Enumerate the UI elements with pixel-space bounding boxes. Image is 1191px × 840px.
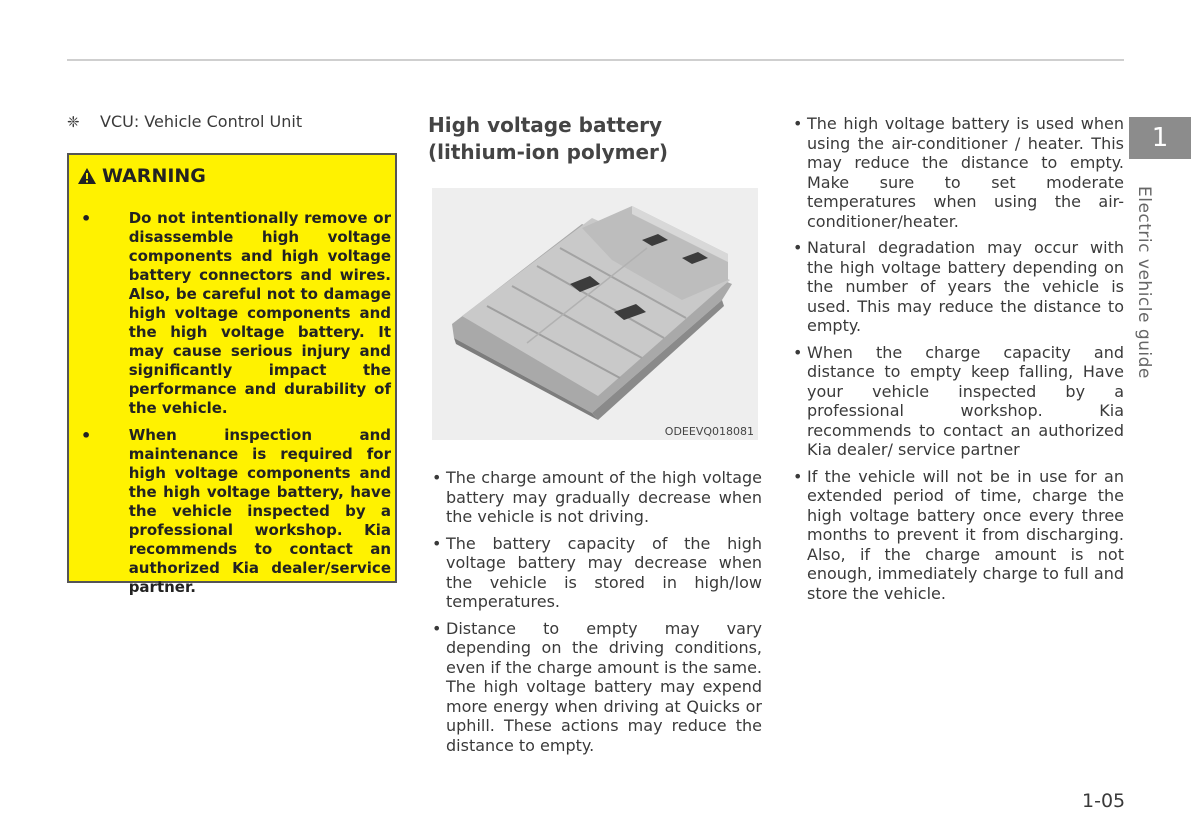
bullet: • (432, 468, 442, 487)
bullet: • (793, 238, 803, 257)
column3-bullet-list (793, 114, 1124, 610)
column2-bullet-list (432, 468, 762, 762)
list-item (793, 238, 1124, 336)
bullet: • (81, 209, 92, 228)
chapter-label-text: Electric vehicle guide (1134, 186, 1154, 379)
bullet: • (432, 533, 442, 553)
warning-item-text: When inspection and maintenance is required for high voltage components and the high voltage battery, have the vehicle inspected by a professional workshop. Kia recommends to contact an authorized Kia dealer/service partner. (128, 426, 391, 596)
section-title: High voltage battery (lithium-ion polymer) (428, 113, 669, 164)
list-item (793, 343, 1124, 460)
footnote-symbol: ❈ (67, 113, 80, 131)
list-item (432, 619, 762, 756)
battery-figure (432, 188, 758, 440)
list-item-text: Natural degradation may occur with the high voltage battery depending on the number of years the vehicle is used. This may reduce the distance to empty. (807, 238, 1124, 335)
list-item (432, 534, 762, 612)
chapter-number: 1 (1151, 123, 1169, 153)
bullet: • (81, 426, 92, 445)
warning-item (79, 426, 391, 597)
warning-title: WARNING (102, 165, 206, 187)
list-item-text: If the vehicle will not be in use for an extended period of time, charge the high voltage battery once every three months to prevent it from discharging. Also, if the charge amount is not enough, immediately charge to full and store the vehicle. (807, 466, 1124, 603)
list-item (793, 467, 1124, 604)
warning-item (79, 209, 391, 418)
warning-header (77, 165, 206, 187)
page-number: 1-05 (1082, 790, 1126, 812)
list-item (793, 114, 1124, 231)
figure-code: ODEEVQ018081 (664, 425, 754, 438)
bullet: • (793, 114, 803, 133)
footnote-text: VCU: Vehicle Control Unit (100, 112, 303, 131)
list-item-text: When the charge capacity and distance to empty keep falling, Have your vehicle inspected by a professional workshop. Kia recommends to contact an authorized Kia dealer/ service partner (807, 342, 1124, 459)
bullet: • (432, 618, 442, 638)
list-item-text: Distance to empty may vary depending on the driving conditions, even if the charge amount is the same. The high voltage battery may expend more energy when driving at Quicks or uphill. These actions may reduce the distance to empty. (446, 618, 762, 755)
list-item-text: The charge amount of the high voltage battery may gradually decrease when the vehicle is not driving. (446, 468, 762, 526)
footnote (67, 112, 402, 131)
list-item-text: The battery capacity of the high voltage battery may decrease when the vehicle is stored in high/low temperatures. (446, 533, 762, 611)
warning-list (79, 209, 391, 605)
warning-triangle-icon (77, 167, 97, 185)
warning-item-text: Do not intentionally remove or disassemble high voltage components and high voltage battery connectors and wires. Also, be careful not to damage high voltage components and the high voltage battery. It may cause serious injury and significantly impact the performance and durability of the vehicle. (128, 209, 391, 417)
bullet: • (793, 466, 803, 486)
chapter-side-label (1132, 186, 1176, 386)
chapter-tab[interactable] (1129, 117, 1191, 159)
list-item-text: The high voltage battery is used when using the air-conditioner / heater. This may reduce the distance to empty. Make sure to set moderate temperatures when using the air-conditioner/heater. (807, 114, 1124, 231)
battery-pack-illustration (432, 188, 758, 440)
header-rule (67, 59, 1124, 61)
warning-box (67, 153, 397, 596)
list-item (432, 468, 762, 527)
bullet: • (793, 342, 803, 362)
